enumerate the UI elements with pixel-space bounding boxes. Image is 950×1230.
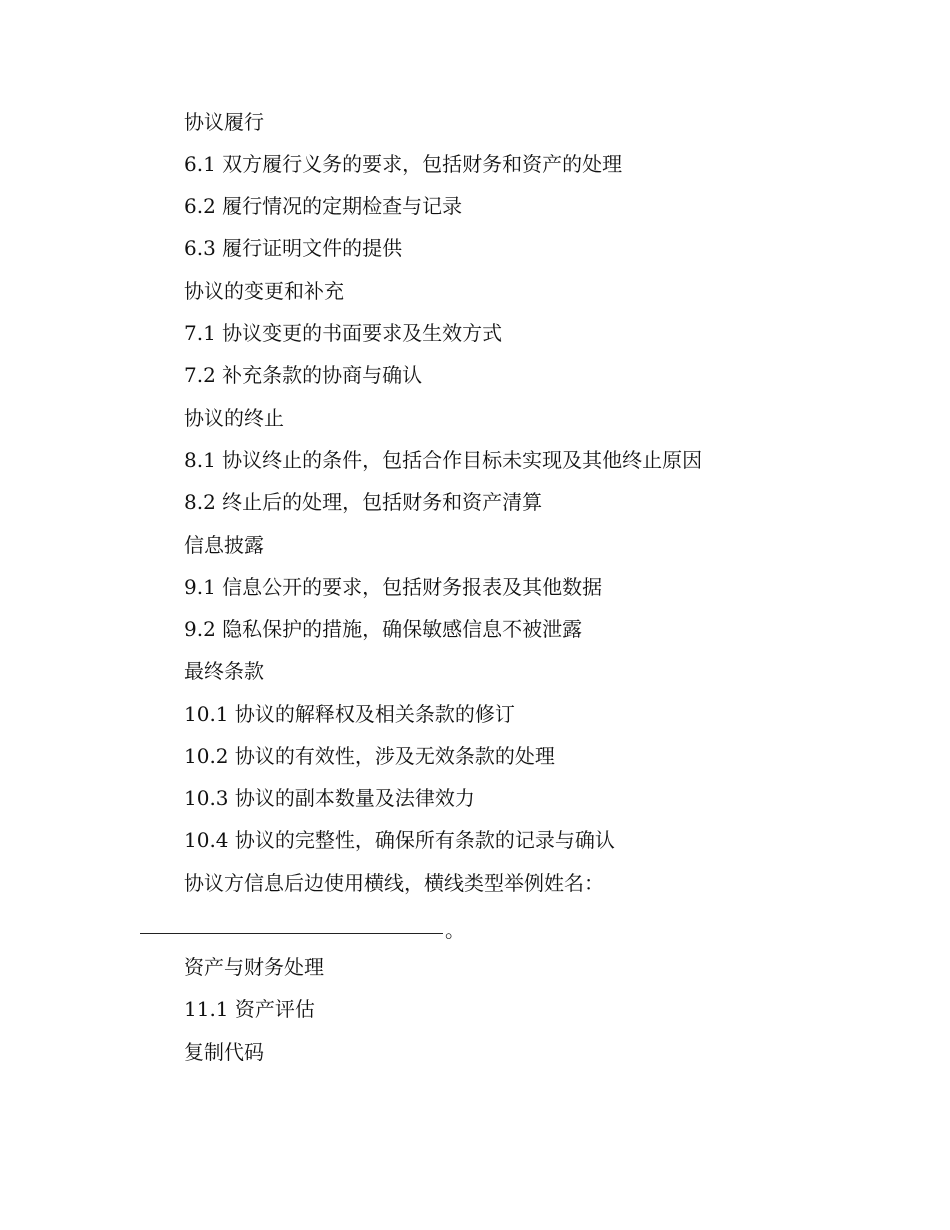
- section-heading: 最终条款: [184, 659, 264, 683]
- clause-item: 10.2 协议的有效性，涉及无效条款的处理: [184, 744, 555, 768]
- name-blank-period: 。: [445, 918, 465, 942]
- clause-item: 10.3 协议的副本数量及法律效力: [184, 786, 475, 810]
- clause-item: 7.1 协议变更的书面要求及生效方式: [184, 321, 503, 345]
- section-heading: 协议的变更和补充: [184, 279, 344, 303]
- clause-item: 7.2 补充条款的协商与确认: [184, 363, 423, 387]
- note-text: 协议方信息后边使用横线，横线类型举例姓名：: [184, 871, 604, 895]
- section-heading: 协议履行: [184, 110, 264, 134]
- clause-item: 6.1 双方履行义务的要求，包括财务和资产的处理: [184, 152, 623, 176]
- clause-item: 6.3 履行证明文件的提供: [184, 236, 403, 260]
- clause-item: 8.1 协议终止的条件，包括合作目标未实现及其他终止原因: [184, 448, 703, 472]
- clause-item: 10.1 协议的解释权及相关条款的修订: [184, 702, 515, 726]
- section-heading: 资产与财务处理: [184, 955, 324, 979]
- name-blank-line[interactable]: [140, 916, 443, 934]
- section-heading: 信息披露: [184, 533, 264, 557]
- clause-item: 6.2 履行情况的定期检查与记录: [184, 194, 463, 218]
- copy-code-text[interactable]: 复制代码: [184, 1040, 264, 1064]
- clause-item: 10.4 协议的完整性，确保所有条款的记录与确认: [184, 828, 615, 852]
- clause-item: 8.2 终止后的处理，包括财务和资产清算: [184, 490, 543, 514]
- clause-item: 9.2 隐私保护的措施，确保敏感信息不被泄露: [184, 617, 583, 641]
- name-blank-row: [140, 916, 465, 944]
- clause-item: 11.1 资产评估: [184, 997, 315, 1021]
- clause-item: 9.1 信息公开的要求，包括财务报表及其他数据: [184, 575, 603, 599]
- section-heading: 协议的终止: [184, 406, 284, 430]
